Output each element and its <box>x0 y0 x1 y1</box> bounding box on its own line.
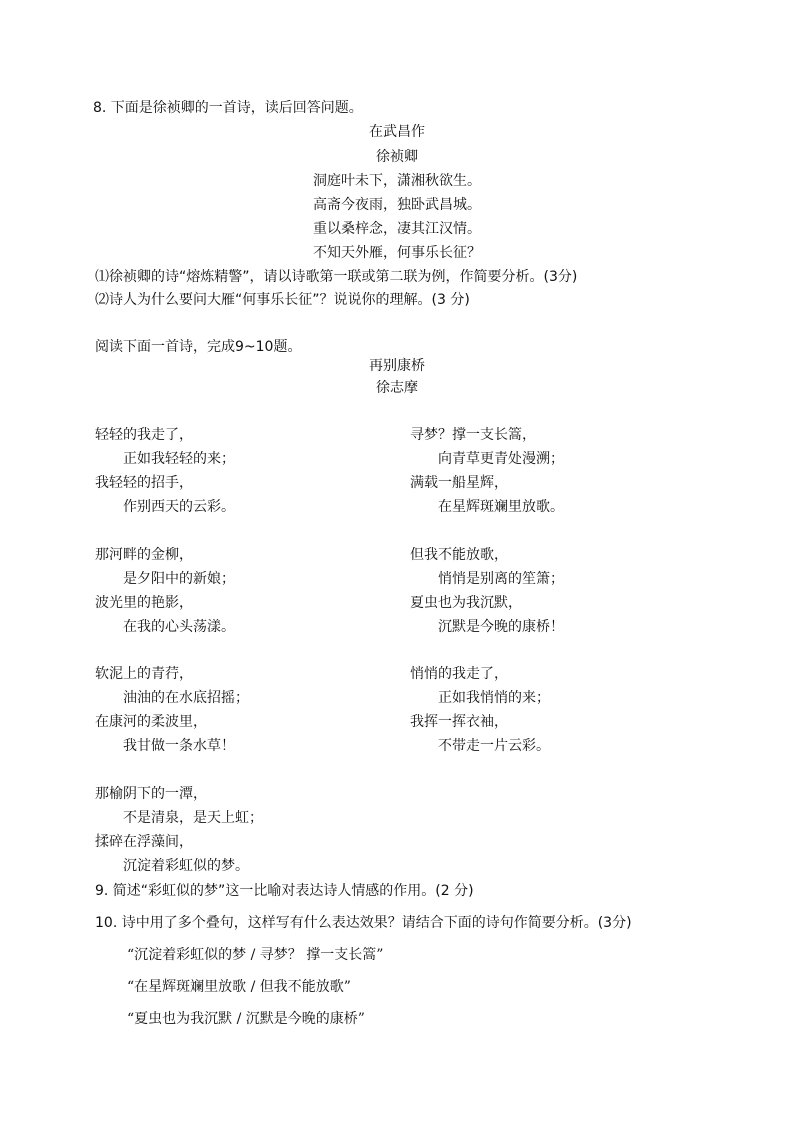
section-intro: 阅读下面一首诗，完成9~10题。 <box>95 339 302 355</box>
poem-line: 正如我轻轻的来； <box>123 451 235 467</box>
poem-line: 揉碎在浮藻间， <box>95 834 193 850</box>
poem-line: 寻梦？撑一支长篙， <box>410 427 536 443</box>
poem-line: 在康河的柔波里， <box>95 714 207 730</box>
poem-line: 轻轻的我走了， <box>95 427 193 443</box>
poem-line: 但我不能放歌， <box>410 547 508 563</box>
q8-sub-question-1: ⑴徐祯卿的诗“熔炼精警”，请以诗歌第一联或第二联为例，作简要分析。(3分) <box>95 269 578 285</box>
q10-question: 10. 诗中用了多个叠句，这样写有什么表达效果？请结合下面的诗句作简要分析。(3分) <box>95 915 632 931</box>
poem-line: 我轻轻的招手， <box>95 475 193 491</box>
poem-line: 沉淀着彩虹似的梦。 <box>123 858 249 874</box>
q10-quote: “夏虫也为我沉默 / 沉默是今晚的康桥” <box>127 1011 365 1027</box>
q8-poem-title: 在武昌作 <box>369 124 425 140</box>
q8-poem-line: 洞庭叶未下，潇湘秋欲生。 <box>313 173 481 189</box>
poem-line: 波光里的艳影， <box>95 595 193 611</box>
q9-question: 9. 简述“彩虹似的梦”这一比喻对表达诗人情感的作用。(2 分) <box>95 883 474 899</box>
poem-line: 悄悄是别离的笙箫； <box>438 571 564 587</box>
poem-line: 我挥一挥衣袖， <box>410 714 508 730</box>
poem-line: 作别西天的云彩。 <box>123 499 235 515</box>
poem-line: 悄悄的我走了， <box>410 666 508 682</box>
poem-line: 软泥上的青荇， <box>95 666 193 682</box>
q8-intro: 8. 下面是徐祯卿的一首诗，读后回答问题。 <box>93 100 363 116</box>
poem-line: 向青草更青处漫溯； <box>438 451 564 467</box>
poem-line: 不带走一片云彩。 <box>438 738 550 754</box>
q8-poem-line: 重以桑梓念，凄其江汉情。 <box>313 221 481 237</box>
poem-line: 在星辉斑斓里放歌。 <box>438 499 564 515</box>
q8-poem-line: 高斋今夜雨，独卧武昌城。 <box>313 197 481 213</box>
q8-sub-question-2: ⑵诗人为什么要问大雁“何事乐长征”？说说你的理解。(3 分) <box>95 292 470 308</box>
poem-line: 不是清泉，是天上虹； <box>123 810 263 826</box>
q10-quote: “沉淀着彩虹似的梦 / 寻梦？ 撑一支长篙” <box>127 947 384 963</box>
q8-poem-author: 徐祯卿 <box>376 149 418 165</box>
poem-line: 夏虫也为我沉默， <box>410 595 522 611</box>
poem-line: 正如我悄悄的来； <box>438 690 550 706</box>
poem-line: 那榆阴下的一潭， <box>95 786 207 802</box>
q8-poem-line: 不知天外雁，何事乐长征？ <box>313 245 481 261</box>
poem-line: 满载一船星辉， <box>410 475 508 491</box>
q10-quote: “在星辉斑斓里放歌 / 但我不能放歌” <box>127 979 351 995</box>
poem-title: 再别康桥 <box>369 358 425 374</box>
poem-line: 是夕阳中的新娘； <box>123 571 235 587</box>
poem-author: 徐志摩 <box>376 380 418 396</box>
poem-line: 在我的心头荡漾。 <box>123 619 235 635</box>
poem-line: 我甘做一条水草！ <box>123 738 235 754</box>
poem-line: 那河畔的金柳， <box>95 547 193 563</box>
poem-line: 油油的在水底招摇； <box>123 690 249 706</box>
poem-line: 沉默是今晚的康桥！ <box>438 619 564 635</box>
